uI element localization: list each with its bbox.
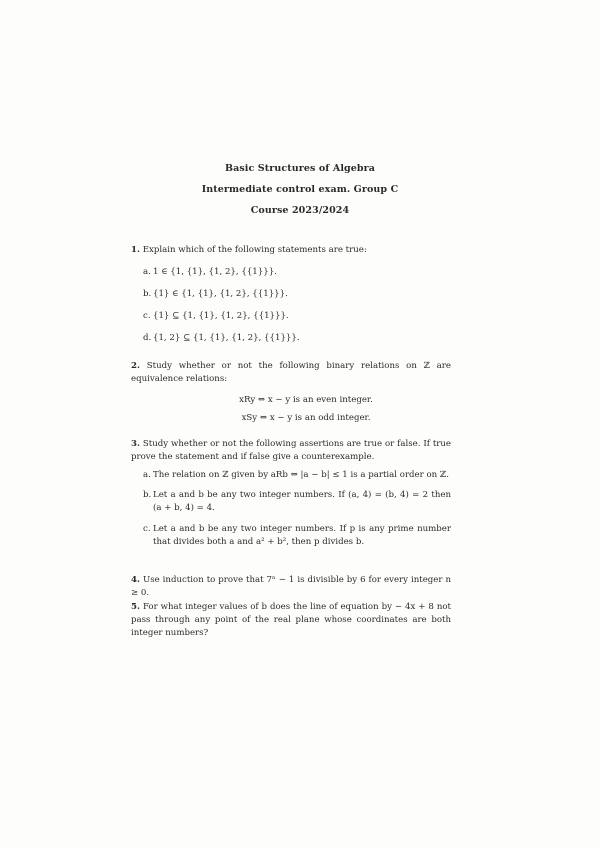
- list-item: [143, 310, 451, 332]
- question-3: [131, 438, 451, 549]
- question-items: [143, 266, 451, 354]
- item-label: b.: [143, 490, 152, 500]
- question-text: Explain which of the following statements are true:: [142, 245, 367, 255]
- item-text: 1 ∈ {1, {1}, {1, 2}, {{1}}}.: [153, 267, 277, 277]
- exam-course: Course 2023/2024: [250, 205, 350, 216]
- item-text: Let a and b be any two integer numbers. If (a, 4) = (b, 4) = 2 then (a + b, 4) = 4.: [153, 490, 451, 513]
- item-label: a.: [143, 470, 151, 480]
- item-text: The relation on ℤ given by aRb ⇔ |a − b| ≤ 1 is a partial order on ℤ.: [153, 470, 449, 480]
- question-number: 3.: [131, 439, 140, 449]
- list-item: [143, 288, 451, 310]
- question-5: [131, 601, 451, 640]
- list-item: [143, 489, 451, 515]
- item-label: a.: [143, 267, 151, 277]
- item-label: d.: [143, 333, 152, 343]
- question-items: [143, 469, 451, 549]
- item-text: {1} ⊆ {1, {1}, {1, 2}, {{1}}}.: [153, 311, 289, 321]
- equation-2: xSy ⇔ x − y is an odd integer.: [241, 413, 371, 423]
- item-text: {1, 2} ⊆ {1, {1}, {1, 2}, {{1}}}.: [153, 333, 300, 343]
- question-1: [131, 244, 451, 354]
- question-number: 5.: [131, 602, 140, 612]
- question-text: For what integer values of b does the line of equation by − 4x + 8 not pass through any point of the real plane whose coordinates are both integer numbers?: [131, 602, 452, 638]
- exam-subtitle: Intermediate control exam. Group C: [201, 184, 399, 195]
- item-label: c.: [143, 311, 151, 321]
- item-text: {1} ∈ {1, {1}, {1, 2}, {{1}}}.: [153, 289, 288, 299]
- item-text: Let a and b be any two integer numbers. If p is any prime number that divides both a and a² + b², then p divides b.: [153, 524, 451, 547]
- list-item: [143, 266, 451, 288]
- question-text: Use induction to prove that 7ⁿ − 1 is divisible by 6 for every integer n ≥ 0.: [131, 575, 451, 598]
- equation-1: xRy ⇔ x − y is an even integer.: [239, 395, 373, 405]
- list-item: [143, 523, 451, 549]
- item-label: b.: [143, 289, 152, 299]
- question-number: 4.: [131, 575, 140, 585]
- question-text: Study whether or not the following assertions are true or false. If true prove the statement and if false give a counterexample.: [131, 439, 451, 462]
- question-4: [131, 574, 451, 600]
- question-text: Study whether or not the following binary relations on ℤ are equivalence relations:: [131, 361, 451, 384]
- exam-title: Basic Structures of Algebra: [224, 163, 376, 174]
- question-number: 2.: [131, 361, 140, 371]
- item-label: c.: [143, 524, 151, 534]
- exam-header: [0, 158, 600, 221]
- question-2: [131, 360, 451, 427]
- list-item: [143, 332, 451, 354]
- list-item: [143, 469, 451, 482]
- question-number: 1.: [131, 245, 140, 255]
